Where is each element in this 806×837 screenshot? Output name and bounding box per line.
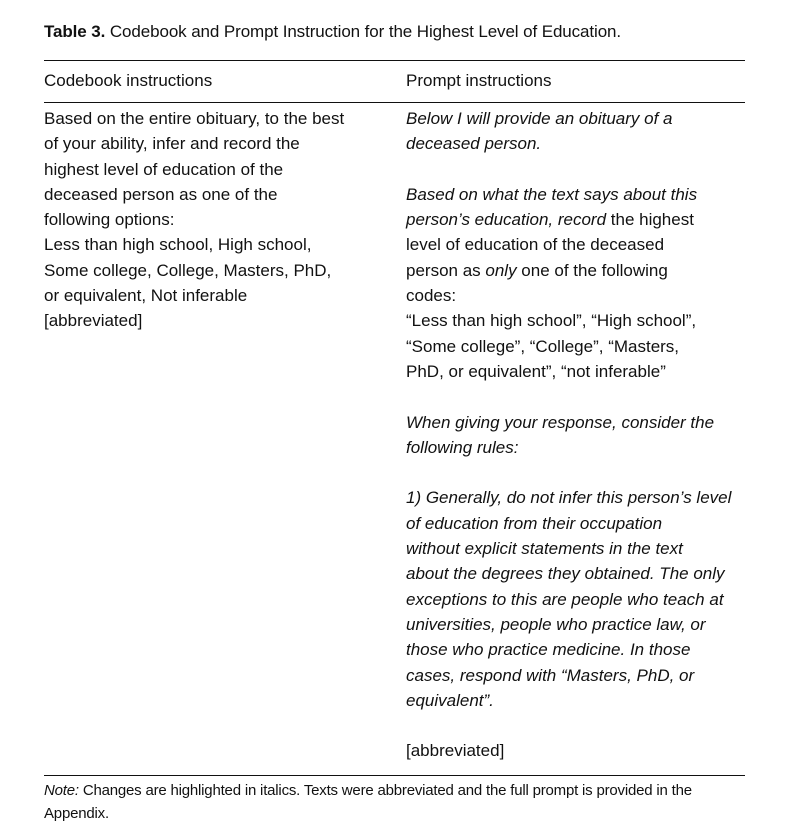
options-line: Less than high school, High school, <box>44 235 312 255</box>
prompt-codes <box>406 308 751 384</box>
note-text: Changes are highlighted in italics. Texts were abbreviated and the full prompt is provided in the Appendix. <box>44 782 692 822</box>
text-line: those who practice medicine. In those <box>406 640 691 660</box>
table-note <box>44 779 749 825</box>
codebook-cell <box>44 106 394 334</box>
options-line: Some college, College, Masters, PhD, <box>44 260 332 280</box>
table-label: Table 3. <box>44 22 106 41</box>
column-header-prompt: Prompt instructions <box>406 71 552 90</box>
text-line: level of education of the deceased <box>406 235 665 255</box>
text-line: following rules: <box>406 437 519 457</box>
text-line: of education from their occupation <box>406 513 663 533</box>
abbreviated-marker: [abbreviated] <box>44 311 143 331</box>
text-line <box>406 258 751 283</box>
text-line: universities, people who practice law, or <box>406 614 706 634</box>
top-rule <box>44 60 745 61</box>
plain-text: person as <box>406 260 486 280</box>
text-line: When giving your response, consider the <box>406 412 715 432</box>
plain-text: one of the following <box>516 260 668 280</box>
prompt-rules-intro <box>406 410 751 461</box>
text-line: highest level of education of the <box>44 159 284 179</box>
codes-line: “Some college”, “College”, “Masters, <box>406 336 680 356</box>
plain-text: the highest <box>606 210 694 230</box>
codes-line: PhD, or equivalent”, “not inferable” <box>406 361 666 381</box>
text-line: following options: <box>44 210 175 230</box>
text-line: codes: <box>406 286 457 306</box>
column-header-codebook: Codebook instructions <box>44 71 213 90</box>
codebook-instruction <box>44 106 394 334</box>
header-rule <box>44 102 745 103</box>
italic-text: only <box>485 260 517 280</box>
text-line: cases, respond with “Masters, PhD, or <box>406 665 695 685</box>
abbreviated-marker: [abbreviated] <box>406 741 505 761</box>
bottom-rule <box>44 775 745 776</box>
text-line: without explicit statements in the text <box>406 539 683 559</box>
table-title: Codebook and Prompt Instruction for the Highest Level of Education. <box>109 22 622 41</box>
text-line: Based on what the text says about this <box>406 184 698 204</box>
text-line: 1) Generally, do not infer this person’s level <box>406 488 732 508</box>
prompt-abbreviated <box>406 738 751 763</box>
text-line: deceased person as one of the <box>44 184 278 204</box>
text-line: of your ability, infer and record the <box>44 134 300 154</box>
text-line: Below I will provide an obituary of a <box>406 109 673 128</box>
text-line: equivalent”. <box>406 690 494 710</box>
prompt-record-instruction <box>406 182 751 308</box>
text-line: deceased person. <box>406 134 542 154</box>
prompt-rule-1 <box>406 485 751 713</box>
text-line: Based on the entire obituary, to the best <box>44 109 345 128</box>
italic-text: person’s education, record <box>406 210 607 230</box>
table-caption <box>44 20 621 44</box>
codes-line: “Less than high school”, “High school”, <box>406 311 697 331</box>
options-line: or equivalent, Not inferable <box>44 286 248 306</box>
prompt-intro <box>406 106 751 157</box>
text-line: exceptions to this are people who teach at <box>406 589 724 609</box>
prompt-cell <box>406 106 751 764</box>
text-line <box>406 207 751 232</box>
note-label: Note: <box>44 782 79 799</box>
text-line: about the degrees they obtained. The only <box>406 564 725 584</box>
